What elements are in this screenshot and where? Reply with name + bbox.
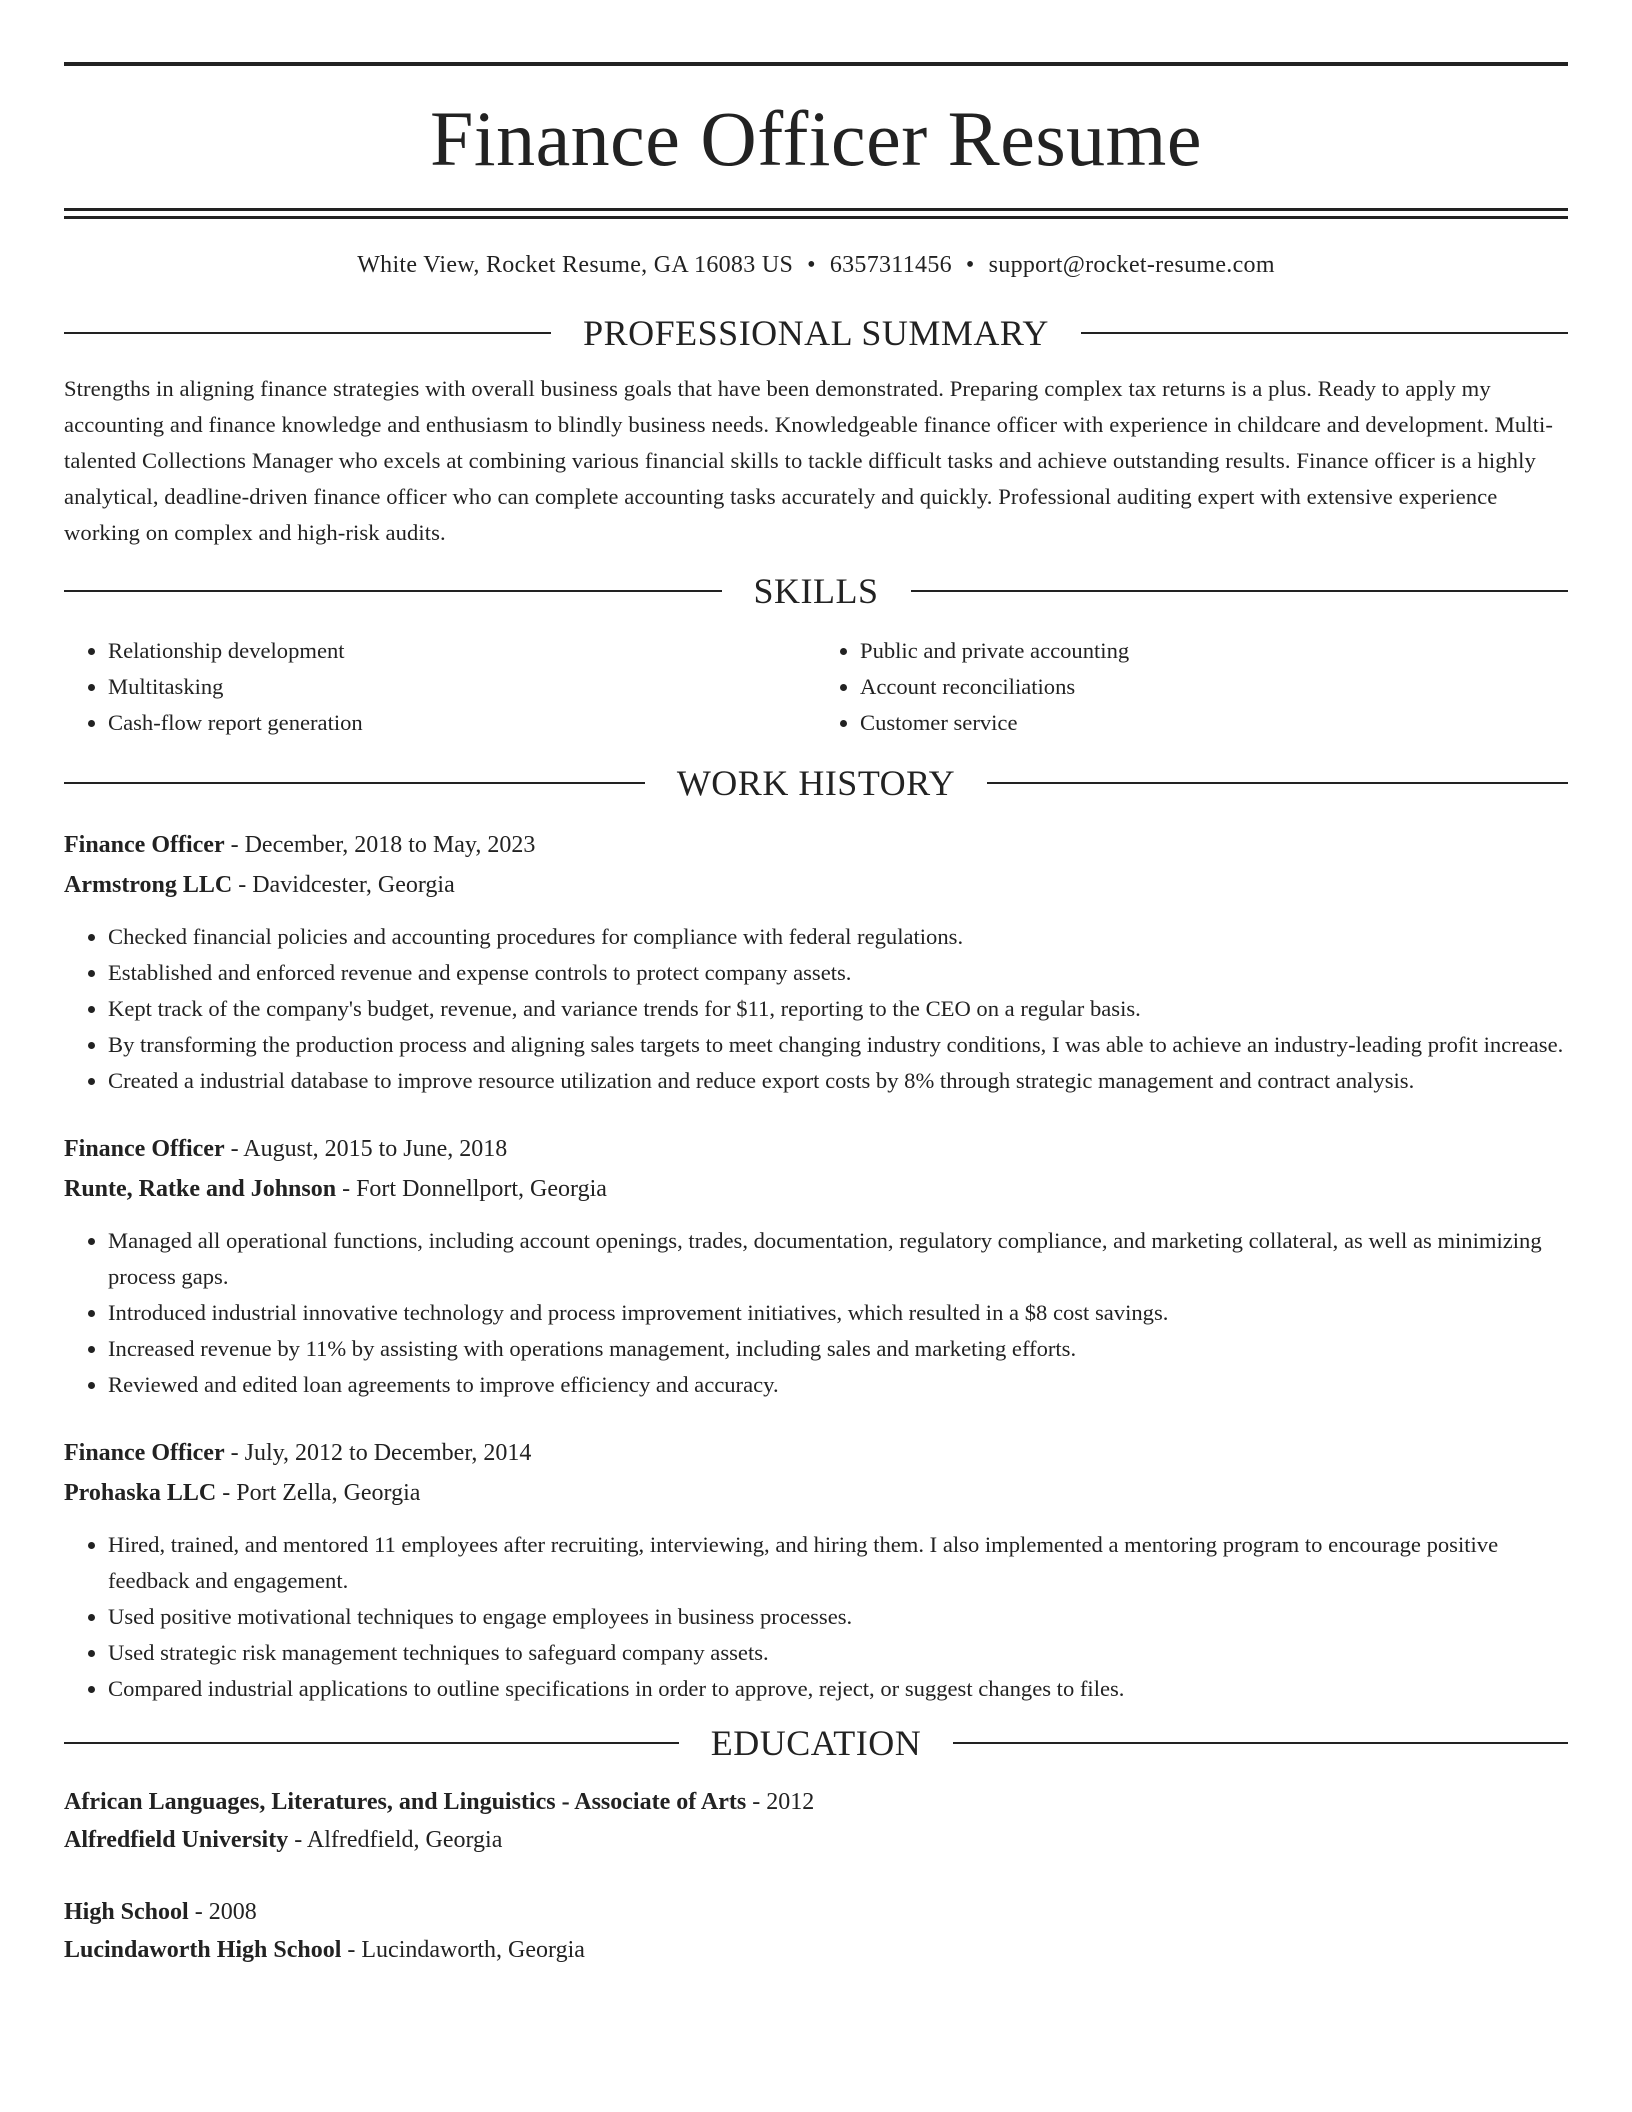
job-location: - Port Zella, Georgia xyxy=(216,1480,421,1506)
job-bullet: • By transforming the production process and aligning sales targets to meet changing industry conditions, I was able to achieve an industry-leading profit increase. xyxy=(108,1027,1568,1063)
job-company: Runte, Ratke and Johnson xyxy=(64,1176,337,1202)
job-bullet: • Increased revenue by 11% by assisting with operations management, including sales and marketing efforts. xyxy=(108,1331,1568,1367)
contact-separator: • xyxy=(965,252,975,278)
skill-item: • Cash-flow report generation xyxy=(108,705,816,741)
divider-line xyxy=(64,590,722,592)
contact-address: White View, Rocket Resume, GA 16083 US xyxy=(357,252,794,278)
education-location: - Alfredfield, Georgia xyxy=(288,1827,503,1853)
job-company-line xyxy=(64,865,1568,905)
job-location: - Fort Donnellport, Georgia xyxy=(336,1176,607,1202)
job-bullets xyxy=(64,1223,1568,1403)
skills-list xyxy=(64,633,1568,741)
job-bullets xyxy=(64,1527,1568,1707)
job-bullets xyxy=(64,919,1568,1099)
resume-page xyxy=(64,62,1568,1969)
divider-line xyxy=(953,1742,1568,1744)
education-year: - 2012 xyxy=(746,1789,815,1815)
education-entry xyxy=(64,1893,1568,1969)
divider-line xyxy=(1081,332,1568,334)
work-heading-label: WORK HISTORY xyxy=(676,763,956,803)
title-double-rule xyxy=(64,208,1568,219)
skills-heading-label: SKILLS xyxy=(753,571,879,611)
job-bullet: • Used positive motivational techniques to engage employees in business processes. xyxy=(108,1599,1568,1635)
resume-title: Finance Officer Resume xyxy=(430,95,1202,182)
skill-item: • Customer service xyxy=(860,705,1568,741)
education-degree-line xyxy=(64,1893,1568,1931)
education-degree: African Languages, Literatures, and Linguistics - Associate of Arts xyxy=(64,1789,747,1815)
education-heading-label: EDUCATION xyxy=(710,1723,922,1763)
contact-separator: • xyxy=(807,252,816,278)
job-bullet: • Checked financial policies and accounting procedures for compliance with federal regulations. xyxy=(108,919,1568,955)
skill-item: • Account reconciliations xyxy=(860,669,1568,705)
job-dates: - July, 2012 to December, 2014 xyxy=(224,1440,532,1466)
skills-column-left xyxy=(64,633,816,741)
job-company-line xyxy=(64,1473,1568,1513)
education-school-line xyxy=(64,1821,1568,1859)
work-heading xyxy=(64,761,1568,805)
skills-column-right xyxy=(816,633,1568,741)
divider-line xyxy=(64,1742,679,1744)
education-entry xyxy=(64,1783,1568,1859)
education-heading xyxy=(64,1721,1568,1765)
divider-line xyxy=(64,782,645,784)
job-bullet: • Reviewed and edited loan agreements to improve efficiency and accuracy. xyxy=(108,1367,1568,1403)
education-year: - 2008 xyxy=(188,1899,257,1925)
skill-item: • Relationship development xyxy=(108,633,816,669)
education-school-line xyxy=(64,1931,1568,1969)
education-degree: High School xyxy=(64,1899,189,1925)
job-title: Finance Officer xyxy=(64,1136,225,1162)
job-title-line xyxy=(64,825,1568,865)
job-title: Finance Officer xyxy=(64,832,225,858)
skill-item: • Multitasking xyxy=(108,669,816,705)
job-company-line xyxy=(64,1169,1568,1209)
job-bullet: • Created a industrial database to improve resource utilization and reduce export costs by 8% through strategic management and contract analysis. xyxy=(108,1063,1568,1099)
job-bullet: • Kept track of the company's budget, revenue, and variance trends for $11, reporting to the CEO on a regular basis. xyxy=(108,991,1568,1027)
job-bullet: • Established and enforced revenue and expense controls to protect company assets. xyxy=(108,955,1568,991)
job-entry xyxy=(64,825,1568,1099)
job-bullet: • Used strategic risk management techniques to safeguard company assets. xyxy=(108,1635,1568,1671)
divider-line xyxy=(987,782,1568,784)
divider-line xyxy=(911,590,1569,592)
job-dates: - December, 2018 to May, 2023 xyxy=(224,832,536,858)
skill-item: • Public and private accounting xyxy=(860,633,1568,669)
divider-line xyxy=(64,332,551,334)
job-title-line xyxy=(64,1129,1568,1169)
job-bullet: • Introduced industrial innovative technology and process improvement initiatives, which resulted in a $8 cost savings. xyxy=(108,1295,1568,1331)
job-title: Finance Officer xyxy=(64,1440,225,1466)
job-dates: - August, 2015 to June, 2018 xyxy=(224,1136,508,1162)
top-rule xyxy=(64,62,1568,66)
job-location: - Davidcester, Georgia xyxy=(232,872,455,898)
contact-phone: 6357311456 xyxy=(829,252,952,278)
summary-text: Strengths in aligning finance strategies with overall business goals that have been demonstrated. Preparing complex tax returns is a plus. Ready to apply my accounting and finance knowledge and enthusiasm to blindly business needs. Knowledgeable finance officer with experience in childcare and development. Multi-talented Collections Manager who excels at combining various financial skills to tackle difficult tasks and achieve outstanding results. Finance officer is a highly analytical, deadline-driven finance officer who can complete accounting tasks accurately and quickly. Professional auditing expert with extensive experience working on complex and high-risk audits. xyxy=(64,376,1554,545)
job-company: Prohaska LLC xyxy=(64,1480,217,1506)
contact-email: support@rocket-resume.com xyxy=(988,252,1275,278)
contact-line xyxy=(64,249,1568,281)
skills-heading xyxy=(64,569,1568,613)
summary-heading-label: PROFESSIONAL SUMMARY xyxy=(583,313,1049,353)
job-bullet: • Compared industrial applications to outline specifications in order to approve, reject, or suggest changes to files. xyxy=(108,1671,1568,1707)
education-location: - Lucindaworth, Georgia xyxy=(341,1937,585,1963)
job-entry xyxy=(64,1129,1568,1403)
job-entry xyxy=(64,1433,1568,1707)
job-title-line xyxy=(64,1433,1568,1473)
job-company: Armstrong LLC xyxy=(64,872,233,898)
education-school: Alfredfield University xyxy=(64,1827,289,1853)
job-bullet: • Managed all operational functions, including account openings, trades, documentation, regulatory compliance, and marketing collateral, as well as minimizing process gaps. xyxy=(108,1223,1568,1295)
education-degree-line xyxy=(64,1783,1568,1821)
education-school: Lucindaworth High School xyxy=(64,1937,342,1963)
summary-heading xyxy=(64,311,1568,355)
job-bullet: • Hired, trained, and mentored 11 employees after recruiting, interviewing, and hiring them. I also implemented a mentoring program to encourage positive feedback and engagement. xyxy=(108,1527,1568,1599)
